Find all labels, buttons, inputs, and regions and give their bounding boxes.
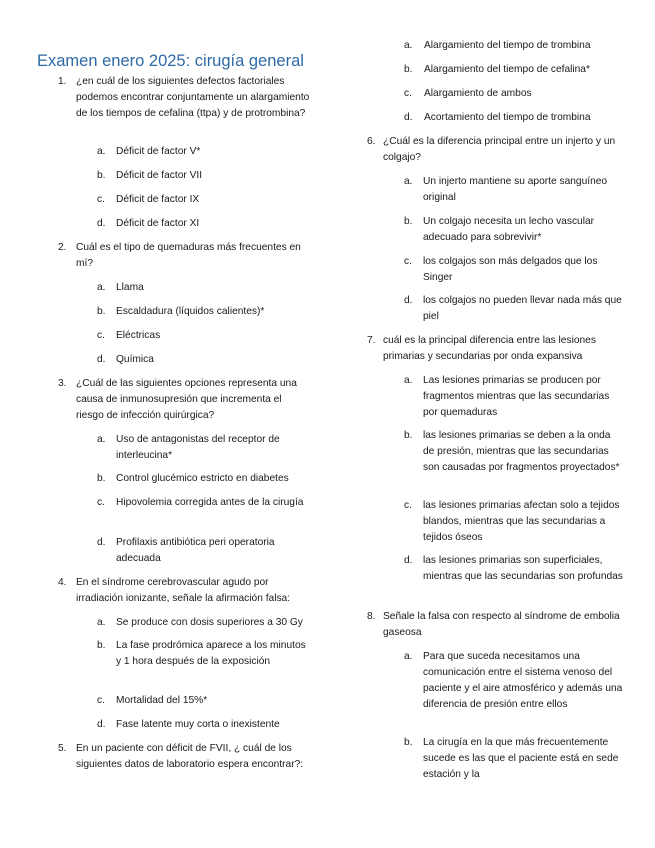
option-text: Llama xyxy=(116,282,144,293)
option-text: las lesiones primarias se deben a la onda de presión, mientras que las secundarias son causadas por fragmentos proyectados* xyxy=(423,430,620,473)
option-text: Eléctricas xyxy=(116,330,161,341)
question-number: 2. xyxy=(58,242,67,253)
question-number: 5. xyxy=(58,743,67,754)
option-letter: c. xyxy=(97,330,105,341)
option-letter: a. xyxy=(404,40,413,51)
question-number: 8. xyxy=(367,611,376,622)
option-text: La fase prodrómica aparece a los minutos y 1 hora después de la exposición xyxy=(116,640,306,667)
option-letter: c. xyxy=(97,497,105,508)
question-text: En el síndrome cerebrovascular agudo por irradiación ionizante, señale la afirmación falsa: xyxy=(76,577,291,604)
option-letter: d. xyxy=(97,218,106,229)
option-letter: d. xyxy=(404,555,413,566)
option-letter: c. xyxy=(404,256,412,267)
option-text: Fase latente muy corta o inexistente xyxy=(116,719,280,730)
option-letter: b. xyxy=(97,473,106,484)
option-text: Las lesiones primarias se producen por fragmentos mientras que las secundarias por quemaduras xyxy=(423,375,610,418)
option-letter: b. xyxy=(404,64,413,75)
question-text: ¿en cuál de los siguientes defectos factoriales podemos encontrar conjuntamente un alargamiento de los tiempos de cefalina (ttpa) y de protrombina? xyxy=(76,76,310,119)
option-text: las lesiones primarias son superficiales, mientras que las secundarias son profundas xyxy=(423,555,623,582)
option-text: Química xyxy=(116,354,154,365)
option-letter: a. xyxy=(97,282,106,293)
option-text: Escaldadura (líquidos calientes)* xyxy=(116,306,265,317)
option-letter: b. xyxy=(97,306,106,317)
question-text: Señale la falsa con respecto al síndrome de embolia gaseosa xyxy=(383,611,620,638)
option-letter: d. xyxy=(97,354,106,365)
option-text: Control glucémico estricto en diabetes xyxy=(116,473,289,484)
option-text: Acortamiento del tiempo de trombina xyxy=(424,112,591,123)
option-text: Uso de antagonistas del receptor de interleucina* xyxy=(116,434,280,461)
question-text: ¿Cuál de las siguientes opciones representa una causa de inmunosupresión que incrementa el riesgo de infección quirúrgica? xyxy=(76,378,297,421)
option-letter: a. xyxy=(97,617,106,628)
option-text: Hipovolemia corregida antes de la cirugía xyxy=(116,497,304,508)
option-letter: b. xyxy=(404,216,413,227)
question-number: 7. xyxy=(367,335,376,346)
option-text: Se produce con dosis superiores a 30 Gy xyxy=(116,617,303,628)
option-text: Déficit de factor V* xyxy=(116,146,201,157)
question-number: 3. xyxy=(58,378,67,389)
question-text: ¿Cuál es la diferencia principal entre un injerto y un colgajo? xyxy=(383,136,616,163)
option-text: Déficit de factor IX xyxy=(116,194,200,205)
option-letter: a. xyxy=(97,146,106,157)
question-number: 6. xyxy=(367,136,376,147)
option-text: Mortalidad del 15%* xyxy=(116,695,208,706)
option-letter: d. xyxy=(404,295,413,306)
option-text: Un colgajo necesita un lecho vascular adecuado para sobrevivir* xyxy=(423,216,595,243)
question-text: cuál es la principal diferencia entre las lesiones primarias y secundarias por onda expansiva xyxy=(383,335,596,362)
option-letter: c. xyxy=(404,88,412,99)
option-letter: b. xyxy=(97,170,106,181)
option-letter: d. xyxy=(404,112,413,123)
option-letter: a. xyxy=(97,434,106,445)
option-letter: b. xyxy=(97,640,106,651)
option-letter: d. xyxy=(97,537,106,548)
question-number: 4. xyxy=(58,577,67,588)
option-letter: c. xyxy=(97,695,105,706)
option-text: Déficit de factor VII xyxy=(116,170,203,181)
option-text: las lesiones primarias afectan solo a tejidos blandos, mientras que las secundarias a tejidos óseos xyxy=(423,500,620,543)
option-text: Alargamiento del tiempo de trombina xyxy=(424,40,591,51)
question-number: 1. xyxy=(58,76,67,87)
option-letter: a. xyxy=(404,651,413,662)
question-text: En un paciente con déficit de FVII, ¿ cuál de los siguientes datos de laboratorio espera encontrar?: xyxy=(76,743,304,770)
option-text: los colgajos no pueden llevar nada más que piel xyxy=(423,295,622,322)
option-letter: a. xyxy=(404,375,413,386)
option-letter: d. xyxy=(97,719,106,730)
option-text: La cirugía en la que más frecuentemente sucede es las que el paciente está en sede estación y la xyxy=(423,737,619,780)
option-text: Un injerto mantiene su aporte sanguíneo original xyxy=(423,176,608,203)
option-letter: b. xyxy=(404,430,413,441)
question-text: Cuál es el tipo de quemaduras más frecuentes en mí? xyxy=(76,242,301,269)
option-letter: c. xyxy=(404,500,412,511)
option-text: Déficit de factor XI xyxy=(116,218,200,229)
document-title: Examen enero 2025: cirugía general xyxy=(37,52,304,70)
option-text: Alargamiento del tiempo de cefalina* xyxy=(424,64,590,75)
option-letter: b. xyxy=(404,737,413,748)
option-text: Profilaxis antibiótica peri operatoria adecuada xyxy=(116,537,275,564)
option-text: los colgajos son más delgados que los Singer xyxy=(423,256,598,283)
option-text: Para que suceda necesitamos una comunicación entre el sistema venoso del paciente y el aire atmosférico y además una diferencia de presión entre ellos xyxy=(423,651,623,710)
option-letter: a. xyxy=(404,176,413,187)
option-text: Alargamiento de ambos xyxy=(424,88,532,99)
option-letter: c. xyxy=(97,194,105,205)
